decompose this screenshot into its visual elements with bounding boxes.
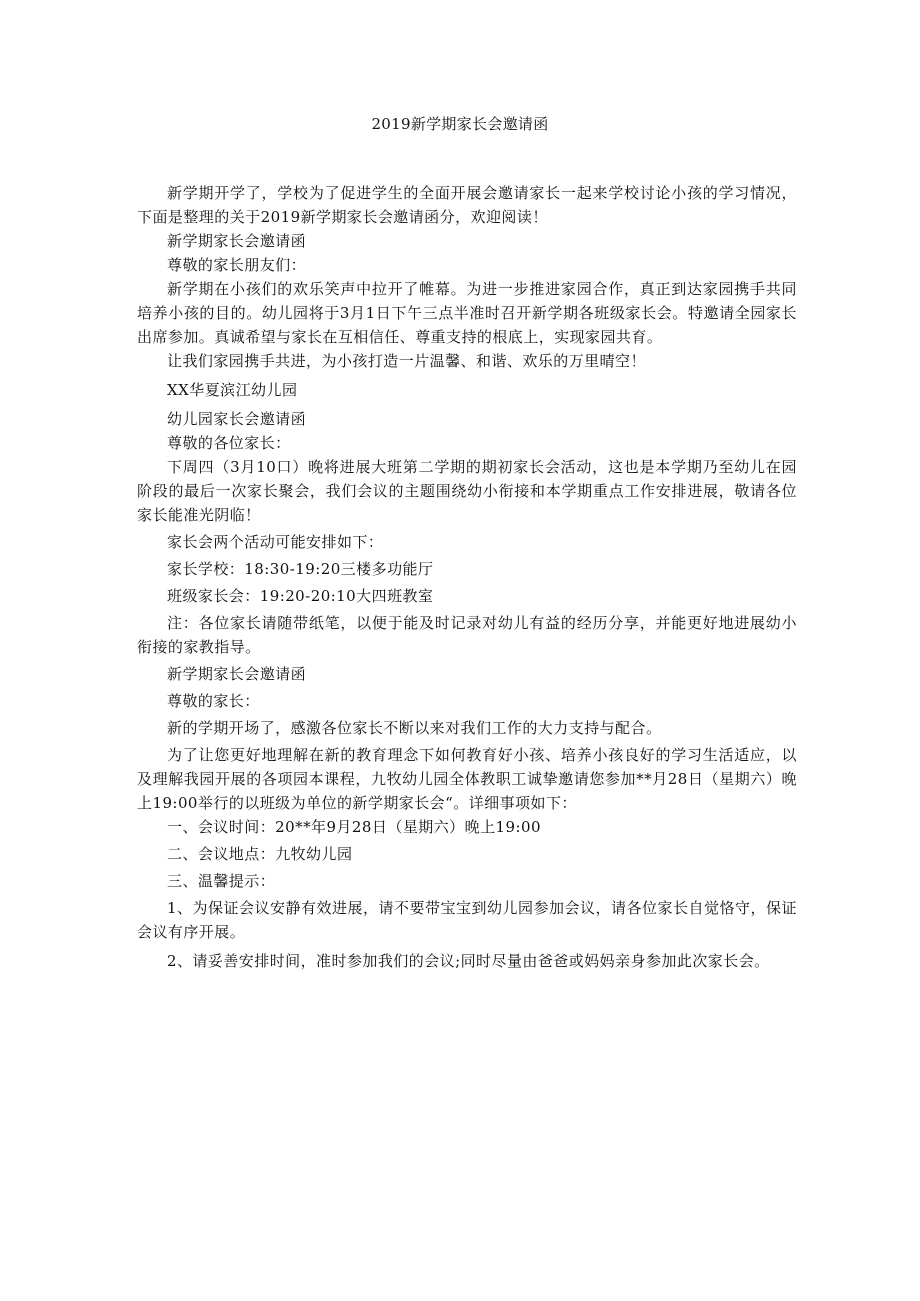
schedule-item-1: 家长学校：18:30-19:20三楼多功能厅 [167, 560, 434, 578]
meeting-location: 二、会议地点：九牧幼儿园 [167, 845, 353, 863]
section-heading-1: 新学期家长会邀请函 [167, 232, 307, 250]
letter-1-signature: XX华夏滨江幼儿园 [167, 381, 298, 399]
salutation-3: 尊敬的家长： [167, 692, 260, 710]
schedule-item-2: 班级家长会：19:20-20:10大四班教室 [167, 587, 434, 605]
intro-paragraph: 新学期开学了，学校为了促进学生的全面开展会邀请家长一起来学校讨论小孩的学习情况，下面是整理的关于2019新学期家长会邀请函分，欢迎阅读！ [137, 184, 797, 226]
tip-2: 2、请妥善安排时间，准时参加我们的会议;同时尽量由爸爸或妈妈亲身参加此次家长会。 [167, 952, 770, 970]
tip-1: 1、为保证会议安静有效进展，请不要带宝宝到幼儿园参加会议，请各位家长自觉恪守，保证会议有序开展。 [137, 899, 797, 941]
salutation-1: 尊敬的家长朋友们： [167, 256, 307, 274]
salutation-2: 尊敬的各位家长： [167, 434, 291, 452]
letter-3-intro: 新的学期开场了，感激各位家长不断以来对我们工作的大力支持与配合。 [167, 719, 662, 737]
meeting-time: 一、会议时间：20**年9月28日（星期六）晚上19:00 [167, 818, 541, 836]
section-heading-3: 新学期家长会邀请函 [167, 665, 307, 683]
schedule-intro: 家长会两个活动可能安排如下： [167, 533, 384, 551]
document-body [137, 181, 797, 973]
document-title: 2019新学期家长会邀请函 [371, 115, 549, 133]
letter-1-body: 新学期在小孩们的欢乐笑声中拉开了帷幕。为进一步推进家园合作，真正到达家园携手共同培养小孩的目的。幼儿园将于3月1日下午三点半准时召开新学期各班级家长会。特邀请全园家长出席参加。真诚希望与家长在互相信任、尊重支持的根底上，实现家园共育。 [137, 280, 797, 346]
letter-2-note: 注：各位家长请随带纸笔，以便于能及时记录对幼儿有益的经历分享，并能更好地进展幼小衔接的家教指导。 [137, 614, 797, 656]
letter-2-body: 下周四（3月10口）晚将进展大班第二学期的期初家长会活动，这也是本学期乃至幼儿在园阶段的最后一次家长聚会，我们会议的主题围绕幼小衔接和本学期重点工作安排进展，敬请各位家长能准光阴临！ [137, 458, 797, 524]
section-heading-2: 幼儿园家长会邀请函 [167, 410, 307, 428]
letter-3-body: 为了让您更好地理解在新的教育理念下如何教育好小孩、培养小孩良好的学习生活适应，以及理解我园开展的各项园本课程，九牧幼儿园全体教职工诚挚邀请您参加**月28日（星期六）晚上19:00举行的以班级为单位的新学期家长会“。详细事项如下： [137, 746, 797, 812]
tips-heading: 三、温馨提示： [167, 872, 276, 890]
letter-1-closing: 让我们家园携手共进，为小孩打造一片温馨、和谐、欢乐的万里晴空！ [167, 352, 646, 370]
